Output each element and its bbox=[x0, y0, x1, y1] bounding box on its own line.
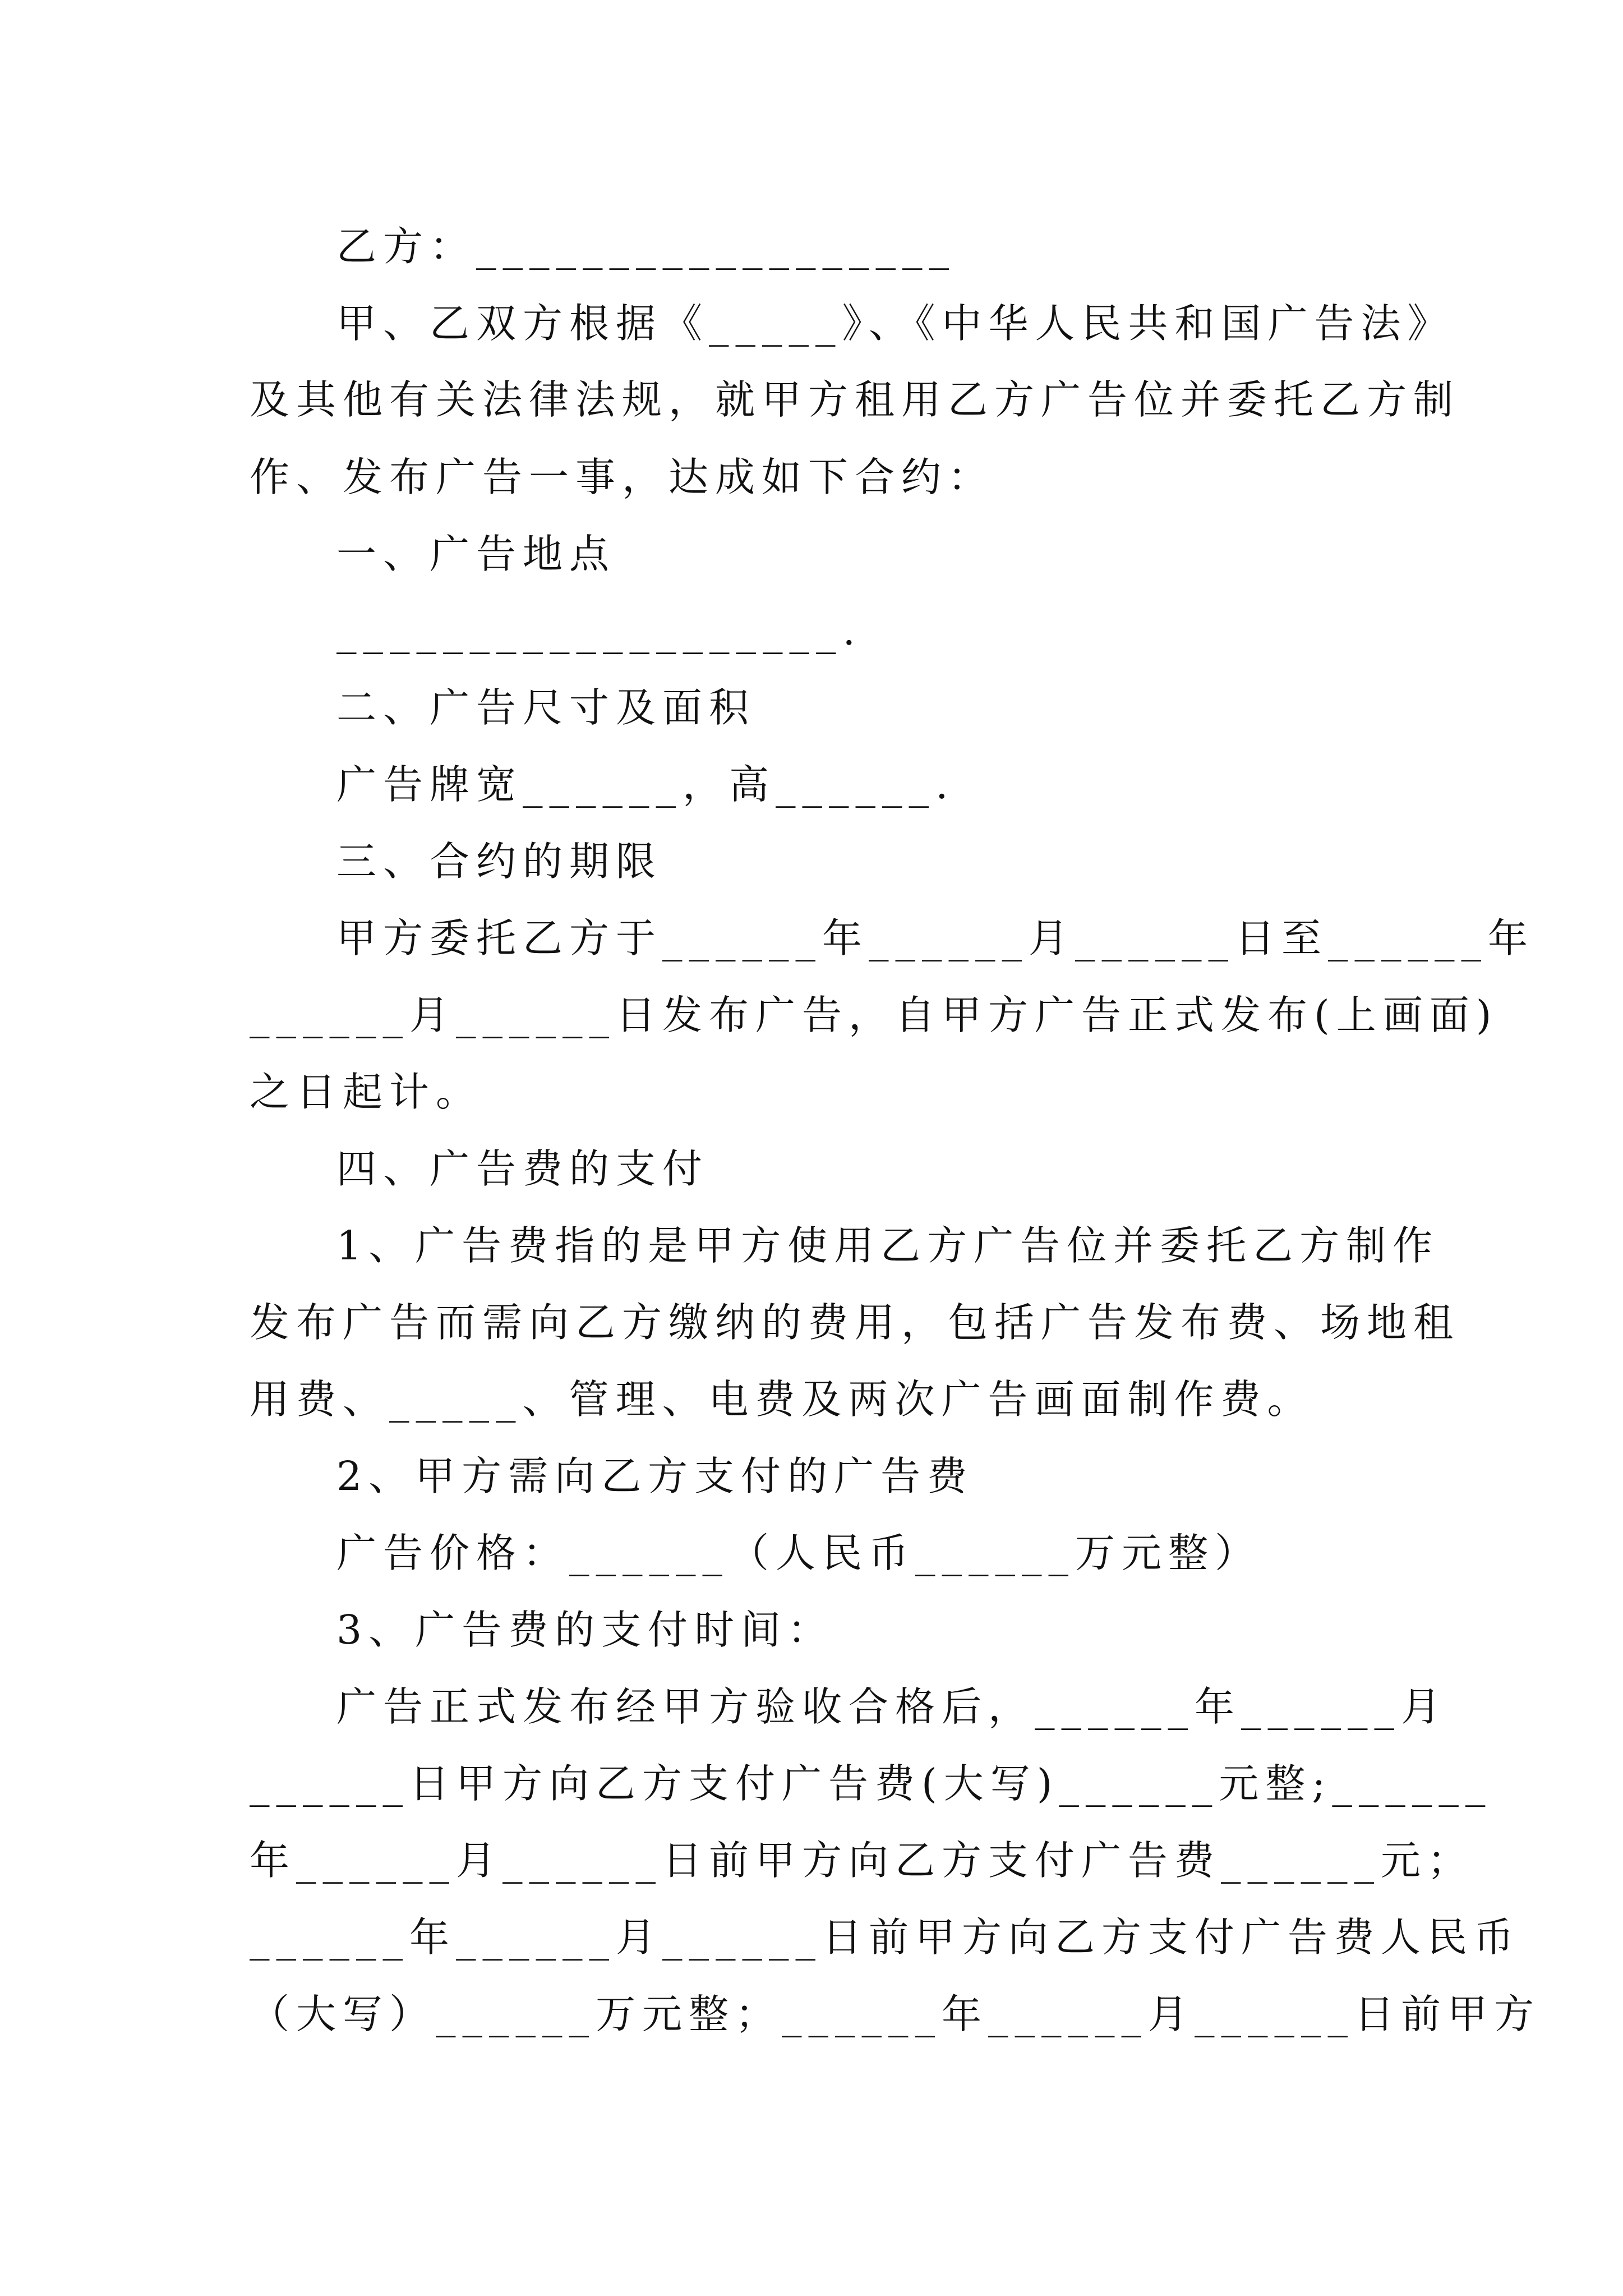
party-b-line: 乙方：__________________ bbox=[336, 223, 956, 270]
paragraph-line: 广告正式发布经甲方验收合格后，______年______月 bbox=[336, 1683, 1448, 1730]
section-heading: 三、合约的期限 bbox=[336, 838, 663, 885]
paragraph-line: 用费、_____、管理、电费及两次广告画面制作费。 bbox=[250, 1376, 1314, 1423]
paragraph-line: 广告牌宽______，高______. bbox=[336, 761, 955, 808]
section-heading: 一、广告地点 bbox=[336, 531, 616, 577]
paragraph-line: 作、发布广告一事，达成如下合约： bbox=[250, 454, 995, 500]
paragraph-line: 广告价格：______（人民币______万元整） bbox=[336, 1530, 1262, 1576]
paragraph-line: 3、广告费的支付时间： bbox=[336, 1607, 834, 1653]
paragraph-line: ______月______日发布广告，自甲方广告正式发布(上画面) bbox=[250, 992, 1498, 1038]
paragraph-line: 2、甲方需向乙方支付的广告费 bbox=[336, 1453, 974, 1499]
paragraph-line: （大写）______万元整；______年______月______日前甲方 bbox=[250, 1991, 1541, 2037]
paragraph-line: 1、广告费指的是甲方使用乙方广告位并委托乙方制作 bbox=[336, 1222, 1440, 1269]
paragraph-line: ______年______月______日前甲方向乙方支付广告费人民币 bbox=[250, 1914, 1521, 1961]
paragraph-line: 发布广告而需向乙方缴纳的费用，包括广告发布费、场地租 bbox=[250, 1299, 1460, 1346]
paragraph-line: ______日甲方向乙方支付广告费(大写)______元整;______ bbox=[250, 1760, 1492, 1807]
paragraph-line: 甲方委托乙方于______年______月______日至______年 bbox=[336, 915, 1535, 961]
section-heading: 二、广告尺寸及面积 bbox=[336, 684, 756, 731]
blank-line: ___________________. bbox=[336, 608, 863, 654]
paragraph-line: 及其他有关法律法规，就甲方租用乙方广告位并委托乙方制 bbox=[250, 376, 1460, 423]
paragraph-line: 年______月______日前甲方向乙方支付广告费______元； bbox=[250, 1837, 1474, 1884]
section-heading: 四、广告费的支付 bbox=[336, 1145, 709, 1192]
paragraph-line: 之日起计。 bbox=[250, 1069, 483, 1115]
paragraph-line: 甲、乙双方根据《_____》、《中华人民共和国广告法》 bbox=[336, 300, 1454, 347]
